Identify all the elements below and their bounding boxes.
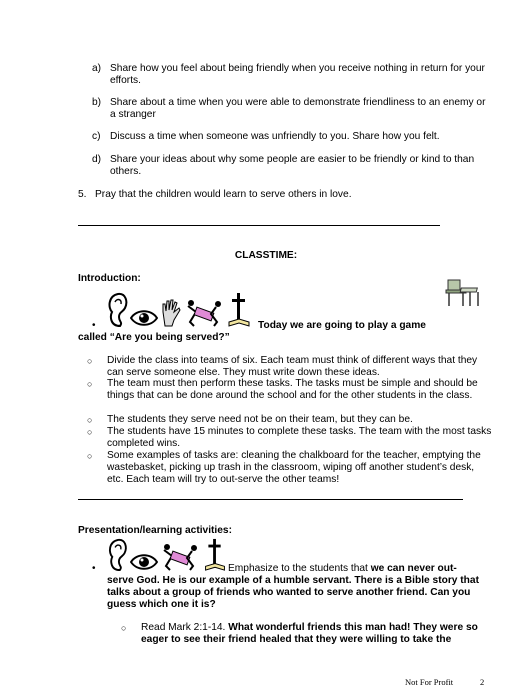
hand-icon — [160, 298, 182, 328]
intro-step-3 — [87, 414, 492, 426]
school-desk-icon — [444, 278, 482, 312]
intro-bullet-lead: Today we are going to play a game — [258, 320, 426, 331]
presentation-sub-item — [121, 622, 491, 646]
intro-step-2 — [87, 378, 492, 402]
footer-label: Not For Profit — [405, 677, 454, 687]
question-c — [92, 131, 490, 143]
circle-bullet-icon: ○ — [121, 623, 127, 633]
kneeling-figures-icon — [184, 298, 226, 328]
question-c-text: Discuss a time when someone was unfriendly to you. Share how you felt. — [110, 131, 440, 142]
circle-bullet-icon: ○ — [87, 427, 93, 437]
classtime-heading: CLASSTIME: — [234, 250, 298, 261]
question-d-label: d) — [92, 154, 102, 165]
presentation-sub-bold: What wonderful friends this man had! They were so eager to see their friend healed that they were willing to take the — [141, 622, 478, 645]
bullet-dot: • — [92, 320, 96, 331]
circle-bullet-icon: ○ — [87, 415, 93, 425]
item-5-text: Pray that the children would learn to serve others in love. — [95, 189, 352, 200]
intro-icon-strip — [106, 292, 250, 328]
intro-step-4-text: The students have 15 minutes to complete these tasks. The team with the most tasks completed wins. — [107, 426, 492, 449]
question-a — [92, 63, 490, 87]
question-c-label: c) — [92, 131, 101, 142]
question-a-text: Share how you feel about being friendly when you receive nothing in return for your efforts. — [110, 63, 485, 86]
item-5-number: 5. — [78, 189, 87, 200]
question-b-label: b) — [92, 97, 102, 108]
presentation-sub-normal: Read Mark 2:1-14. — [141, 622, 229, 633]
presentation-icon-strip — [106, 538, 226, 572]
presentation-rest: serve God. He is our example of a humble servant. There is a Bible story that talks about a group of friends who wanted to serve another friend. Can you guess which one it is? — [107, 575, 479, 610]
eye-icon — [130, 308, 158, 328]
ear-icon — [106, 292, 128, 328]
intro-step-5 — [87, 450, 492, 486]
intro-step-3-text: The students they serve need not be on their team, but they can be. — [107, 414, 413, 425]
bullet-dot: • — [92, 563, 96, 574]
presentation-lead-normal: Emphasize to the students that — [228, 563, 371, 574]
circle-bullet-icon: ○ — [87, 356, 93, 366]
cross-bible-icon — [204, 538, 226, 572]
intro-step-5-text: Some examples of tasks are: cleaning the chalkboard for the teacher, emptying the wastebasket, picking up trash in the classroom, wiping off another student’s desk, etc. Each team will try to out-serve the other teams! — [107, 450, 481, 485]
ear-icon — [106, 538, 128, 572]
presentation-lead-bold: we can never out- — [370, 563, 457, 574]
question-b — [92, 97, 490, 121]
page-number: 2 — [480, 677, 485, 687]
intro-step-1-text: Divide the class into teams of six. Each team must think of different ways that they can serve someone else. They must write down these ideas. — [107, 355, 478, 378]
kneeling-figures-icon — [160, 542, 202, 572]
introduction-heading: Introduction: — [78, 273, 141, 284]
circle-bullet-icon: ○ — [87, 451, 93, 461]
presentation-lead — [228, 563, 498, 575]
intro-bullet-rest: called “Are you being served?” — [78, 332, 230, 343]
question-d-text: Share your ideas about why some people are easier to be friendly or kind to than others. — [110, 154, 475, 177]
intro-step-4 — [87, 426, 492, 450]
item-5 — [78, 189, 498, 201]
divider-2 — [78, 499, 463, 500]
divider-1 — [78, 225, 440, 226]
circle-bullet-icon: ○ — [87, 379, 93, 389]
intro-step-1 — [87, 355, 492, 379]
intro-step-2-text: The team must then perform these tasks. The tasks must be simple and should be things that can be done around the school and for the other students in the class. — [107, 378, 478, 401]
question-b-text: Share about a time when you were able to demonstrate friendliness to an enemy or a stranger — [110, 97, 486, 120]
eye-icon — [130, 552, 158, 572]
question-d — [92, 154, 490, 178]
cross-bible-icon — [228, 292, 250, 328]
presentation-heading: Presentation/learning activities: — [78, 525, 232, 536]
question-a-label: a) — [92, 63, 102, 74]
